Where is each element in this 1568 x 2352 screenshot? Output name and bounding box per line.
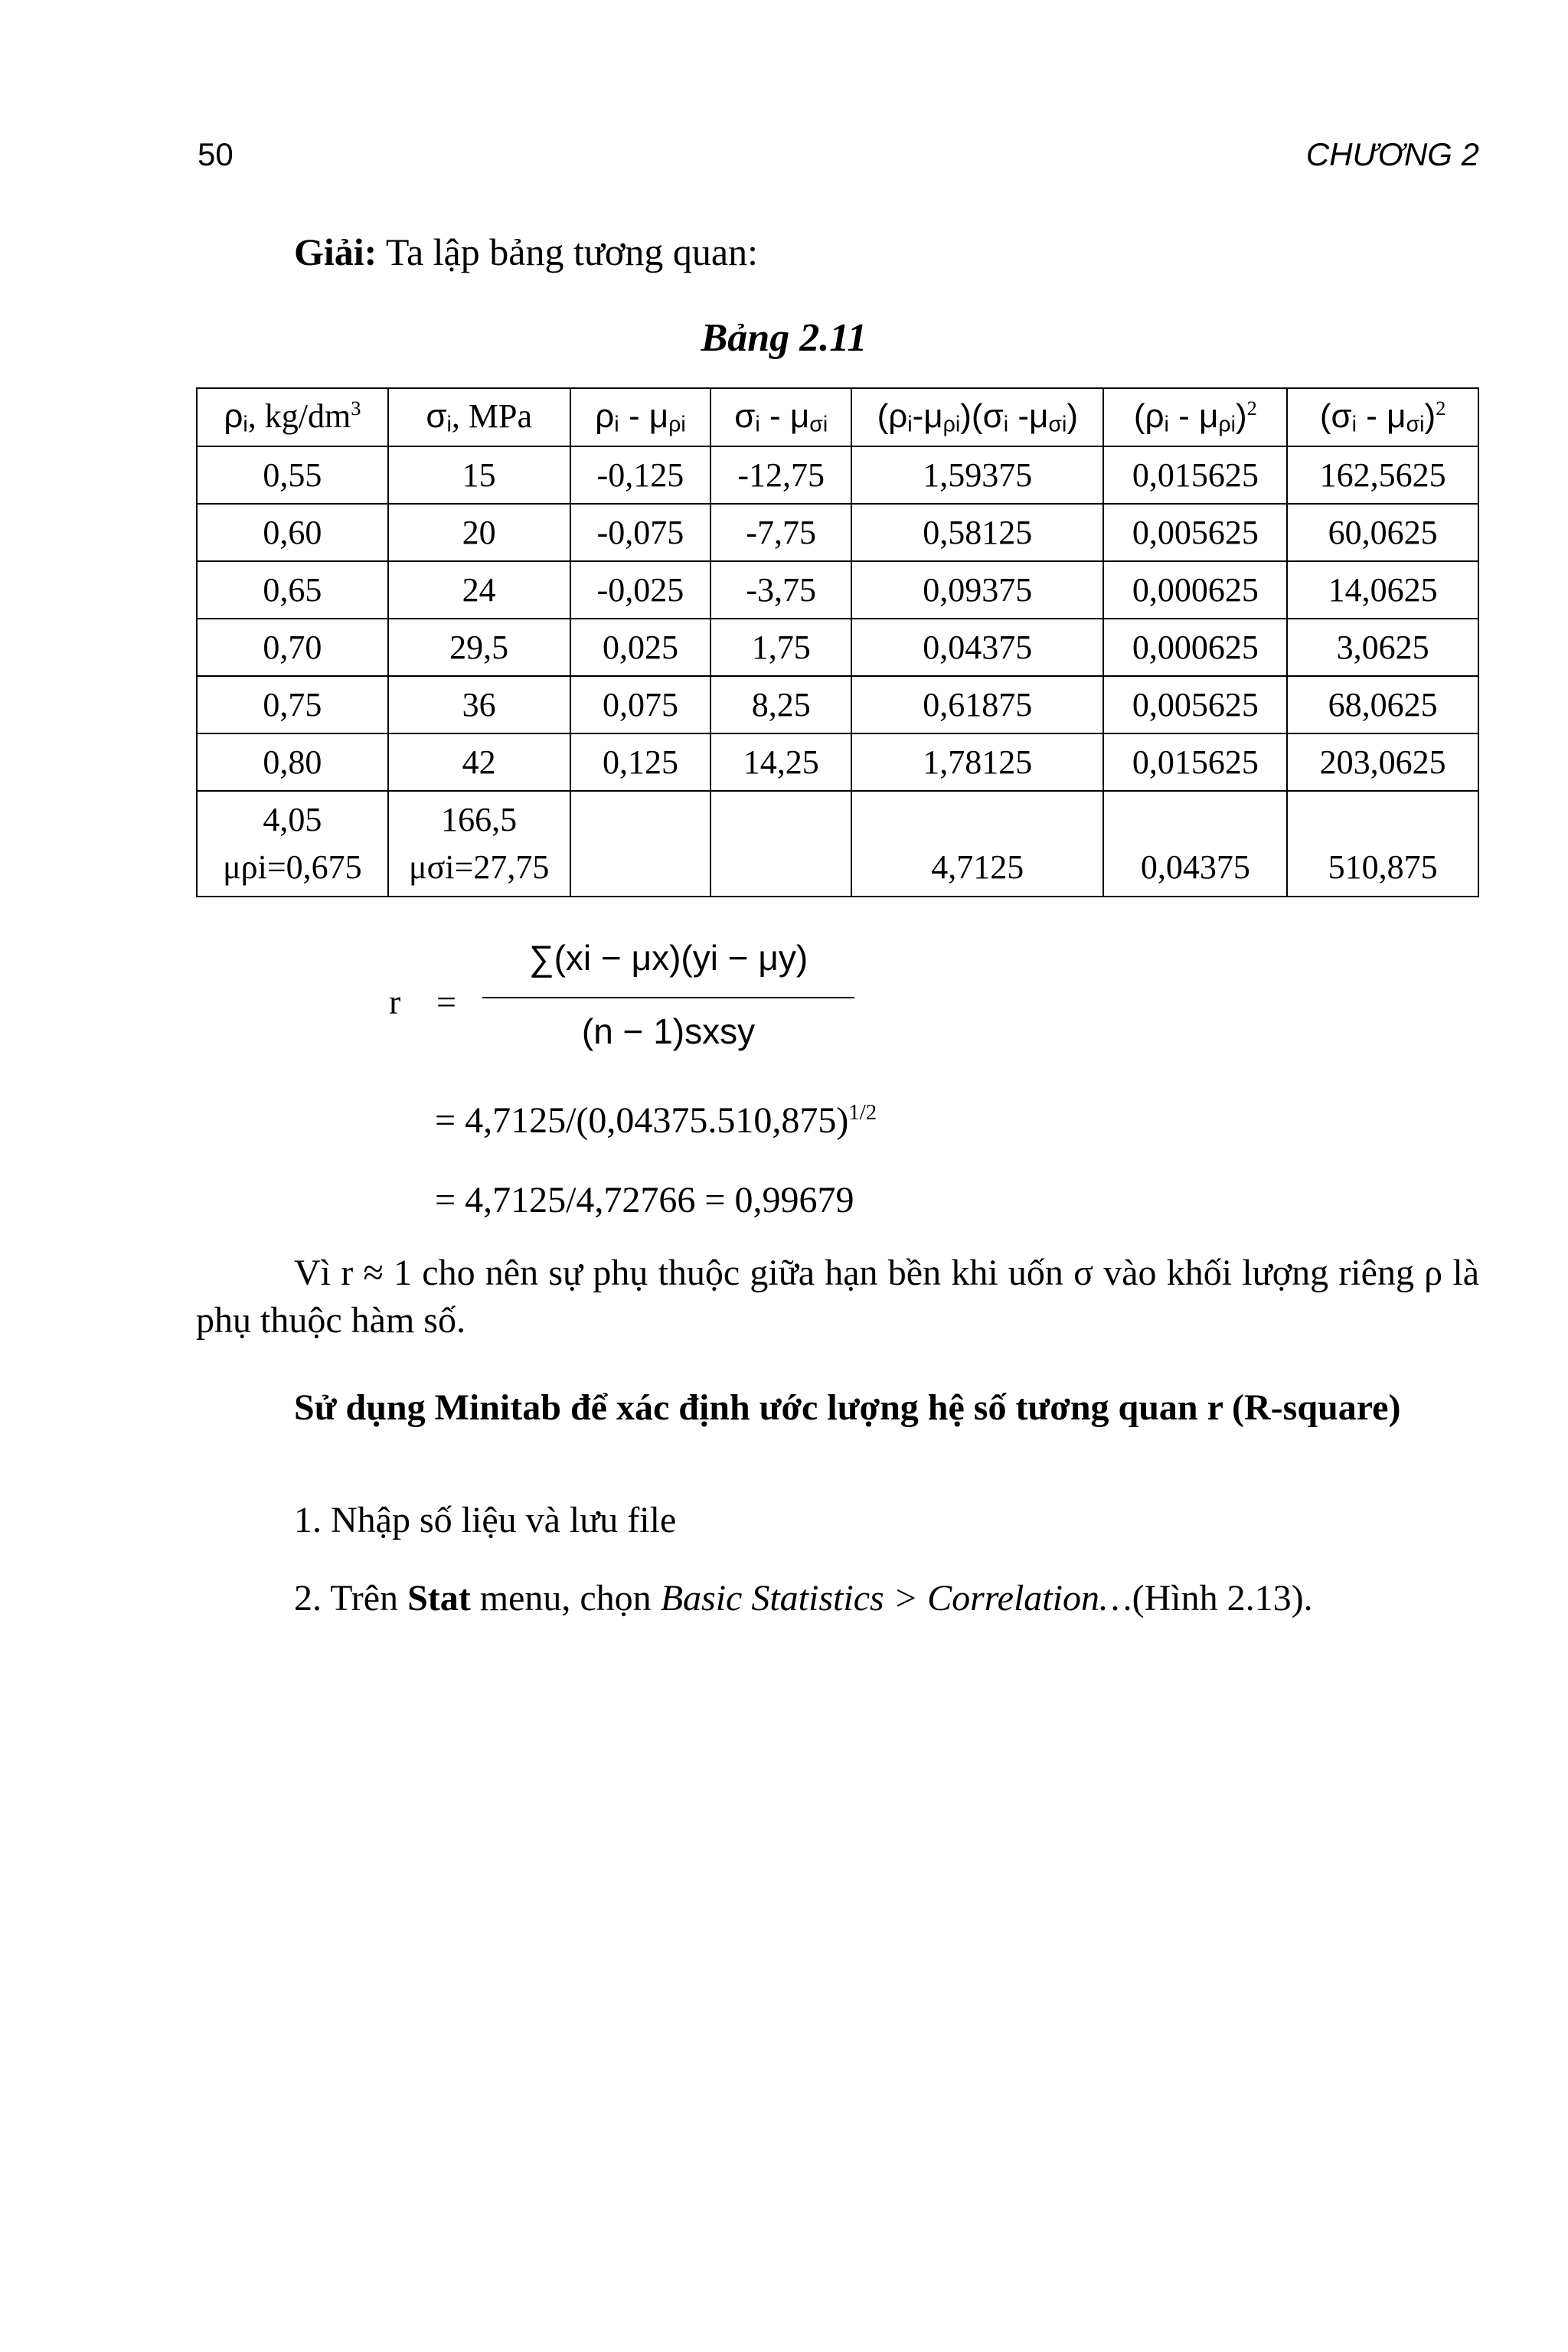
- intro-text: Ta lập bảng tương quan:: [377, 230, 758, 273]
- sigma-mean: μσi=27,75: [408, 848, 550, 886]
- formula-equals: =: [436, 982, 456, 1021]
- col-header-rho-sq: $(\rho_i - \mu_{\rho i})^2$: [1103, 388, 1287, 446]
- table-cell: 0,58125: [851, 504, 1103, 561]
- sum-cell-rho: [197, 791, 388, 897]
- formula-step-1: [435, 1099, 877, 1142]
- table-cell: 0,025: [570, 619, 711, 676]
- table-cell: -0,025: [570, 561, 711, 619]
- formula-numerator: ∑(xi − μx)(yi − μy): [528, 938, 808, 978]
- col-header-sigma: $\sigma_i$, MPa: [388, 388, 570, 446]
- table-cell: 14,0625: [1287, 561, 1478, 619]
- table-cell: 0,80: [197, 733, 388, 791]
- step-1: 1. Nhập số liệu và lưu file: [294, 1500, 677, 1540]
- formula-step-1-text: = 4,7125/(0,04375.510,875): [435, 1100, 849, 1141]
- table-sum-row: [197, 791, 1478, 897]
- table-cell: 0,015625: [1103, 446, 1287, 504]
- step-2-middle: menu, chọn: [470, 1578, 661, 1619]
- table-cell: -0,125: [570, 446, 711, 504]
- col-header-rho: $\rho_i$, $kg/dm^3$: [197, 388, 388, 446]
- table-cell: -0,075: [570, 504, 711, 561]
- table-cell: 0,55: [197, 446, 388, 504]
- sum-cell-product: [851, 791, 1103, 897]
- sum-cell-sigma: [388, 791, 570, 897]
- step-2: [294, 1577, 1313, 1619]
- table-row: [197, 619, 1478, 676]
- sum-cell-sigma-sq: [1287, 791, 1478, 897]
- table-row: [197, 561, 1478, 619]
- formula-lhs: r: [389, 982, 401, 1021]
- table-cell: 36: [388, 676, 570, 733]
- sigma-sq-sum: 510,875: [1328, 848, 1438, 886]
- table-cell: 14,25: [710, 733, 851, 791]
- table-cell: -7,75: [710, 504, 851, 561]
- correlation-table: [196, 387, 1479, 897]
- table-caption: Bảng 2.11: [701, 316, 867, 360]
- step-2-path: Basic Statistics > Correlation…: [660, 1578, 1132, 1619]
- table-cell: -12,75: [710, 446, 851, 504]
- table-cell: 20: [388, 504, 570, 561]
- correlation-formula: [389, 937, 925, 1067]
- conclusion-text: Vì r ≈ 1 cho nên sự phụ thuộc giữa hạn bền khi uốn σ vào khối lượng riêng ρ là phụ thuộc hàm số.: [196, 1253, 1480, 1341]
- step-2-menu: Stat: [407, 1578, 471, 1619]
- table-cell: 0,09375: [851, 561, 1103, 619]
- table-cell: 0,61875: [851, 676, 1103, 733]
- rho-sum: 4,05: [263, 801, 322, 838]
- table-cell: -3,75: [710, 561, 851, 619]
- conclusion-paragraph: [196, 1250, 1479, 1344]
- sum-cell-empty: [710, 791, 851, 897]
- table-cell: 29,5: [388, 619, 570, 676]
- table-cell: 0,65: [197, 561, 388, 619]
- chapter-label: CHƯƠNG 2: [1305, 136, 1479, 172]
- intro-label: Giải:: [294, 230, 377, 273]
- table-cell: 42: [388, 733, 570, 791]
- intro-line: [294, 230, 758, 274]
- table-cell: 0,70: [197, 619, 388, 676]
- formula-step-2: = 4,7125/4,72766 = 0,99679: [435, 1180, 854, 1220]
- table-cell: 0,75: [197, 676, 388, 733]
- col-header-product: $(\rho_i-\mu_{\rho i})(\sigma_i$ $-\mu_{\sigma i}$): [851, 388, 1103, 446]
- table-cell: 68,0625: [1287, 676, 1478, 733]
- table-cell: 1,78125: [851, 733, 1103, 791]
- table-cell: 0,000625: [1103, 619, 1287, 676]
- table-cell: 0,60: [197, 504, 388, 561]
- formula-denominator: (n − 1)sxsy: [581, 1011, 756, 1051]
- minitab-heading-text: Sử dụng Minitab để xác định ước lượng hệ số tương quan r (R-square): [294, 1387, 1401, 1428]
- sum-cell-empty: [570, 791, 711, 897]
- table-cell: 60,0625: [1287, 504, 1478, 561]
- table-cell: 0,005625: [1103, 676, 1287, 733]
- table-row: [197, 446, 1478, 504]
- col-header-rho-dev: $\rho_i - \mu_{\rho i}$: [570, 388, 711, 446]
- minitab-heading: [196, 1384, 1479, 1432]
- table-cell: 24: [388, 561, 570, 619]
- table-cell: 1,75: [710, 619, 851, 676]
- table-cell: 3,0625: [1287, 619, 1478, 676]
- table-cell: 162,5625: [1287, 446, 1478, 504]
- table-cell: 203,0625: [1287, 733, 1478, 791]
- table-cell: 8,25: [710, 676, 851, 733]
- product-sum: 4,7125: [931, 848, 1024, 886]
- table-row: [197, 676, 1478, 733]
- page-number: 50: [198, 136, 234, 172]
- step-2-prefix: 2. Trên: [294, 1578, 408, 1619]
- table-cell: 1,59375: [851, 446, 1103, 504]
- table-cell: 0,125: [570, 733, 711, 791]
- col-header-sigma-dev: $\sigma_i - \mu_{\sigma i}$: [710, 388, 851, 446]
- table-cell: 0,04375: [851, 619, 1103, 676]
- table-cell: 0,075: [570, 676, 711, 733]
- page-header: [198, 136, 1479, 182]
- table-header-row: [197, 388, 1478, 446]
- fraction-bar: [482, 997, 854, 998]
- rho-sq-sum: 0,04375: [1140, 848, 1250, 886]
- formula-step-1-exponent: 1/2: [848, 1100, 877, 1125]
- sigma-sum: 166,5: [441, 801, 518, 838]
- table-cell: 0,015625: [1103, 733, 1287, 791]
- col-header-sigma-sq: $(\sigma_i - \mu_{\sigma i})^2$: [1287, 388, 1478, 446]
- sum-cell-rho-sq: [1103, 791, 1287, 897]
- table-cell: 0,000625: [1103, 561, 1287, 619]
- table-cell: 0,005625: [1103, 504, 1287, 561]
- table-cell: 15: [388, 446, 570, 504]
- step-2-suffix: (Hình 2.13).: [1132, 1578, 1313, 1619]
- table-row: [197, 733, 1478, 791]
- rho-mean: μρi=0,675: [223, 848, 362, 886]
- table-row: [197, 504, 1478, 561]
